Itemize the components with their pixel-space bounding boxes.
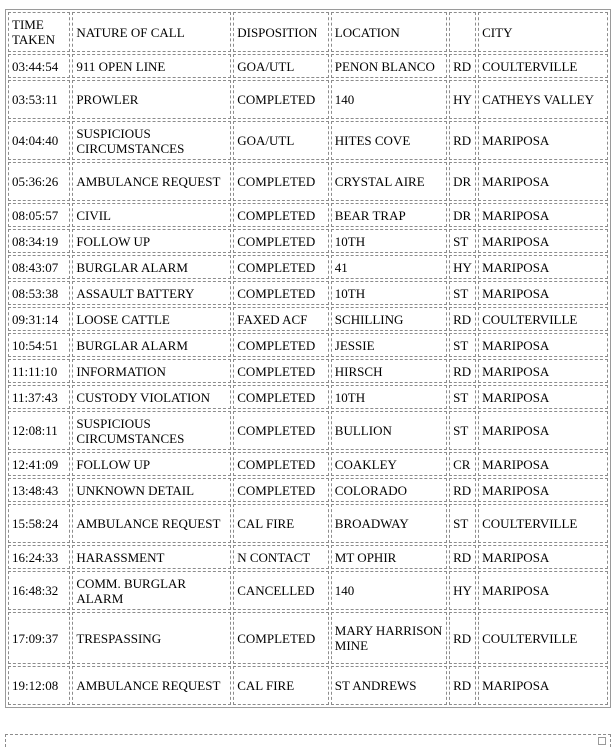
cell-time: 16:48:32	[8, 571, 70, 610]
cell-time: 10:54:51	[8, 333, 70, 357]
table-row	[8, 478, 608, 502]
cell-nature-of-call: 911 OPEN LINE	[72, 54, 231, 78]
cell-nature-of-call: PROWLER	[72, 80, 231, 119]
cell-nature-of-call: BURGLAR ALARM	[72, 255, 231, 279]
cell-time: 08:53:38	[8, 281, 70, 305]
cell-time: 03:44:54	[8, 54, 70, 78]
cell-disposition: COMPLETED	[233, 229, 329, 253]
cell-disposition: GOA/UTL	[233, 121, 329, 160]
cell-nature-of-call: AMBULANCE REQUEST	[72, 162, 231, 201]
cell-city: MARIPOSA	[478, 255, 608, 279]
table-row	[8, 359, 608, 383]
cell-location: PENON BLANCO	[331, 54, 447, 78]
cell-disposition: COMPLETED	[233, 203, 329, 227]
cell-city: MARIPOSA	[478, 452, 608, 476]
cell-city: MARIPOSA	[478, 666, 608, 705]
cell-location: 10TH	[331, 281, 447, 305]
cell-time: 11:37:43	[8, 385, 70, 409]
table-row	[8, 307, 608, 331]
table-row	[8, 333, 608, 357]
cell-street-suffix: ST	[449, 385, 476, 409]
header-nature-of-call: NATURE OF CALL	[72, 12, 231, 52]
cell-street-suffix: HY	[449, 571, 476, 610]
cell-time: 16:24:33	[8, 545, 70, 569]
header-disposition: DISPOSITION	[233, 12, 329, 52]
cell-location: MARY HARRISON MINE	[331, 612, 447, 664]
cell-disposition: COMPLETED	[233, 385, 329, 409]
cell-disposition: GOA/UTL	[233, 54, 329, 78]
cell-street-suffix: ST	[449, 411, 476, 450]
cell-city: COULTERVILLE	[478, 612, 608, 664]
table-row	[8, 229, 608, 253]
cell-city: MARIPOSA	[478, 203, 608, 227]
cell-street-suffix: RD	[449, 478, 476, 502]
cell-street-suffix: HY	[449, 80, 476, 119]
cell-street-suffix: RD	[449, 666, 476, 705]
header-city: CITY	[478, 12, 608, 52]
cell-city: MARIPOSA	[478, 333, 608, 357]
table-row	[8, 255, 608, 279]
cell-street-suffix: ST	[449, 504, 476, 543]
call-log-container	[5, 9, 611, 708]
cell-disposition: COMPLETED	[233, 359, 329, 383]
table-row	[8, 612, 608, 664]
cell-disposition: COMPLETED	[233, 255, 329, 279]
cell-nature-of-call: UNKNOWN DETAIL	[72, 478, 231, 502]
cell-disposition: CAL FIRE	[233, 666, 329, 705]
cell-city: COULTERVILLE	[478, 307, 608, 331]
cell-location: 140	[331, 571, 447, 610]
cell-disposition: COMPLETED	[233, 80, 329, 119]
cell-disposition: COMPLETED	[233, 612, 329, 664]
cell-time: 08:43:07	[8, 255, 70, 279]
cell-city: MARIPOSA	[478, 281, 608, 305]
table-row	[8, 80, 608, 119]
cell-disposition: COMPLETED	[233, 162, 329, 201]
cell-nature-of-call: FOLLOW UP	[72, 229, 231, 253]
cell-disposition: COMPLETED	[233, 452, 329, 476]
cell-disposition: COMPLETED	[233, 333, 329, 357]
cell-city: MARIPOSA	[478, 411, 608, 450]
cell-city: MARIPOSA	[478, 359, 608, 383]
cell-nature-of-call: SUSPICIOUS CIRCUMSTANCES	[72, 411, 231, 450]
cell-disposition: COMPLETED	[233, 411, 329, 450]
cell-street-suffix: HY	[449, 255, 476, 279]
cell-street-suffix: ST	[449, 333, 476, 357]
table-row	[8, 411, 608, 450]
cell-location: JESSIE	[331, 333, 447, 357]
cell-time: 09:31:14	[8, 307, 70, 331]
cell-nature-of-call: ASSAULT BATTERY	[72, 281, 231, 305]
cell-location: 41	[331, 255, 447, 279]
table-row	[8, 121, 608, 160]
cell-time: 17:09:37	[8, 612, 70, 664]
cell-nature-of-call: TRESPASSING	[72, 612, 231, 664]
cell-location: CRYSTAL AIRE	[331, 162, 447, 201]
cell-street-suffix: ST	[449, 229, 476, 253]
cell-street-suffix: RD	[449, 545, 476, 569]
cell-city: MARIPOSA	[478, 162, 608, 201]
cell-disposition: FAXED ACF	[233, 307, 329, 331]
cell-nature-of-call: HARASSMENT	[72, 545, 231, 569]
cell-city: MARIPOSA	[478, 121, 608, 160]
cell-disposition: CANCELLED	[233, 571, 329, 610]
cell-location: BROADWAY	[331, 504, 447, 543]
cell-nature-of-call: BURGLAR ALARM	[72, 333, 231, 357]
call-log-table	[5, 9, 611, 708]
cell-disposition: COMPLETED	[233, 281, 329, 305]
cell-nature-of-call: COMM. BURGLAR ALARM	[72, 571, 231, 610]
cell-nature-of-call: LOOSE CATTLE	[72, 307, 231, 331]
cell-city: MARIPOSA	[478, 571, 608, 610]
cell-time: 04:04:40	[8, 121, 70, 160]
header-street-suffix	[449, 12, 476, 52]
cell-nature-of-call: CUSTODY VIOLATION	[72, 385, 231, 409]
cell-time: 12:08:11	[8, 411, 70, 450]
cell-city: MARIPOSA	[478, 478, 608, 502]
cell-city: MARIPOSA	[478, 385, 608, 409]
cell-time: 08:05:57	[8, 203, 70, 227]
cell-disposition: COMPLETED	[233, 478, 329, 502]
cell-location: COAKLEY	[331, 452, 447, 476]
cell-street-suffix: RD	[449, 359, 476, 383]
cell-nature-of-call: AMBULANCE REQUEST	[72, 666, 231, 705]
next-page-table-edge	[5, 734, 611, 747]
header-row	[8, 12, 608, 52]
table-row	[8, 203, 608, 227]
cell-location: COLORADO	[331, 478, 447, 502]
cell-disposition: CAL FIRE	[233, 504, 329, 543]
cell-time: 03:53:11	[8, 80, 70, 119]
cell-time: 08:34:19	[8, 229, 70, 253]
table-row	[8, 281, 608, 305]
cell-nature-of-call: FOLLOW UP	[72, 452, 231, 476]
cell-location: MT OPHIR	[331, 545, 447, 569]
cell-location: 10TH	[331, 229, 447, 253]
cell-street-suffix: CR	[449, 452, 476, 476]
cell-street-suffix: RD	[449, 54, 476, 78]
cell-location: 10TH	[331, 385, 447, 409]
table-row	[8, 162, 608, 201]
cell-city: MARIPOSA	[478, 229, 608, 253]
cell-location: ST ANDREWS	[331, 666, 447, 705]
cell-street-suffix: DR	[449, 203, 476, 227]
call-log-body	[8, 54, 608, 705]
cell-city: COULTERVILLE	[478, 504, 608, 543]
header-time-taken: TIME TAKEN	[8, 12, 70, 52]
cell-location: HIRSCH	[331, 359, 447, 383]
cell-time: 12:41:09	[8, 452, 70, 476]
table-row	[8, 504, 608, 543]
cell-location: 140	[331, 80, 447, 119]
table-row	[8, 54, 608, 78]
cell-location: BEAR TRAP	[331, 203, 447, 227]
cell-street-suffix: RD	[449, 307, 476, 331]
cell-city: COULTERVILLE	[478, 54, 608, 78]
cell-nature-of-call: CIVIL	[72, 203, 231, 227]
cell-time: 15:58:24	[8, 504, 70, 543]
cell-location: SCHILLING	[331, 307, 447, 331]
cell-street-suffix: RD	[449, 612, 476, 664]
cell-time: 11:11:10	[8, 359, 70, 383]
table-row	[8, 666, 608, 705]
cell-city: CATHEYS VALLEY	[478, 80, 608, 119]
cell-nature-of-call: AMBULANCE REQUEST	[72, 504, 231, 543]
cell-time: 19:12:08	[8, 666, 70, 705]
cell-street-suffix: RD	[449, 121, 476, 160]
cell-city: MARIPOSA	[478, 545, 608, 569]
table-row	[8, 385, 608, 409]
cell-location: HITES COVE	[331, 121, 447, 160]
header-location: LOCATION	[331, 12, 447, 52]
cell-time: 05:36:26	[8, 162, 70, 201]
cell-nature-of-call: SUSPICIOUS CIRCUMSTANCES	[72, 121, 231, 160]
table-row	[8, 452, 608, 476]
cell-location: BULLION	[331, 411, 447, 450]
cell-street-suffix: ST	[449, 281, 476, 305]
cell-disposition: N CONTACT	[233, 545, 329, 569]
table-row	[8, 571, 608, 610]
table-row	[8, 545, 608, 569]
cell-nature-of-call: INFORMATION	[72, 359, 231, 383]
cell-time: 13:48:43	[8, 478, 70, 502]
cell-street-suffix: DR	[449, 162, 476, 201]
